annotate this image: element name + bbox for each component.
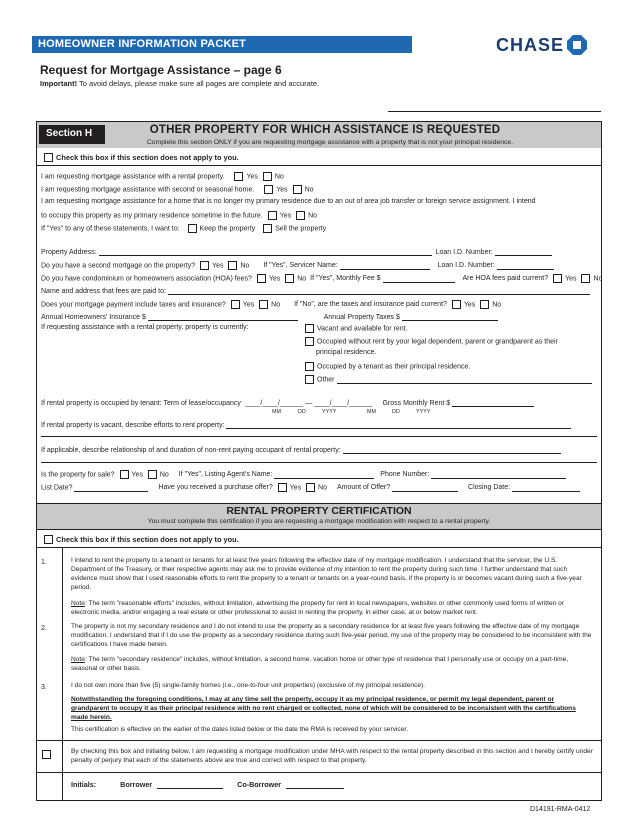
- for-sale-row: [41, 470, 566, 479]
- q-rental-yes-checkbox[interactable]: [234, 172, 243, 181]
- hoa-fee-field[interactable]: [383, 275, 455, 283]
- hoa-current-no-checkbox[interactable]: [581, 274, 590, 283]
- hoa-row: [41, 274, 602, 283]
- relationship-row: [41, 446, 561, 454]
- certify-divider: [37, 740, 601, 741]
- fees-paid-to-label: Name and address that fees are paid to:: [41, 288, 166, 295]
- section-h-title: OTHER PROPERTY FOR WHICH ASSISTANCE IS REQUESTED: [149, 124, 501, 136]
- section-h-label: Section H: [39, 125, 105, 144]
- q-no-longer-primary-yes-checkbox[interactable]: [268, 211, 277, 220]
- q-no-longer-primary-label: to occupy this property as my primary residence sometime in the future.: [41, 212, 263, 220]
- important-note: [40, 79, 319, 88]
- opt-occupied-legal-checkbox[interactable]: [305, 337, 314, 346]
- opt-vacant-label: Vacant and available for rent.: [317, 325, 408, 333]
- rental-cert-not-apply-label: Check this box if this section does not apply to you.: [56, 534, 239, 544]
- property-address-field[interactable]: [99, 248, 432, 256]
- listing-agent-label: If "Yes", Listing Agent's Name:: [178, 471, 273, 479]
- list-date-label: List Date?: [41, 484, 73, 492]
- vacant-efforts-line-2[interactable]: [41, 436, 597, 437]
- effective-text: This certification is effective on the earlier of the dates listed below or the date the RMA is received by your servicer.: [71, 726, 409, 733]
- section-h-not-apply-checkbox[interactable]: [44, 153, 53, 162]
- chase-logo: [496, 35, 587, 55]
- sell-property-checkbox[interactable]: [263, 224, 272, 233]
- opt-other-checkbox[interactable]: [305, 375, 314, 384]
- q-rental-row: [41, 172, 284, 181]
- keep-property-checkbox[interactable]: [188, 224, 197, 233]
- no-label: No: [271, 301, 281, 309]
- annual-insurance-label: Annual Homeowners' Insurance $: [41, 314, 146, 321]
- yes-label: Yes: [276, 186, 288, 194]
- borrower-initials-label: Borrower: [120, 780, 153, 789]
- rental-cert-title: RENTAL PROPERTY CERTIFICATION: [226, 505, 412, 517]
- notwithstanding-text: Notwithstanding the foregoing conditions, I may at any time sell the property, occupy it as my principal residence, or permit my legal dependent, parent or grandparent to occupy it as their principal residence with no rent charged or collected, none of which will be considered to be inconsistent with the certifications made herein.: [71, 696, 576, 721]
- opt-tenant-checkbox[interactable]: [305, 362, 314, 371]
- yes-label: Yes: [242, 301, 255, 309]
- loan-id-label: Loan I.D. Number:: [435, 249, 493, 256]
- q-rental-label: I am requesting mortgage assistance with a rental property.: [41, 173, 225, 181]
- packet-header-bar: HOMEOWNER INFORMATION PACKET: [32, 36, 412, 53]
- lease-end-year: YYYY: [416, 409, 431, 415]
- item-3-text: I do not own more than five (5) single-family homes (i.e., one-to-four unit properties) (exclusive of my principal residence).: [71, 682, 426, 689]
- taxes-insurance-yes-checkbox[interactable]: [231, 300, 240, 309]
- vacant-efforts-label: If rental property is vacant, describe efforts to rent property:: [41, 422, 225, 429]
- yes-label: Yes: [268, 275, 281, 283]
- fees-paid-to-row: [41, 287, 590, 295]
- hoa-fee-label: If "Yes", Monthly Fee $: [310, 275, 381, 283]
- q-second-home-row: [41, 185, 314, 194]
- certify-checkbox-cell: [42, 749, 51, 759]
- hoa-yes-checkbox[interactable]: [257, 274, 266, 283]
- opt-other-field[interactable]: [337, 376, 592, 384]
- taxes-current-yes-checkbox[interactable]: [452, 300, 461, 309]
- section-h-not-apply-row: [37, 149, 601, 166]
- q-no-longer-primary-text: I am requesting mortgage assistance for a home that is no longer my primary residence due to an out of area job transfer or foreign service assignment. I intend: [41, 198, 536, 205]
- lease-term-row: [41, 399, 534, 407]
- loan-id-label: Loan I.D. Number:: [437, 262, 495, 270]
- note-2-text: : The term "secondary residence" includes, without limitation, a second home, vacation home or other type of residence that I personally use or occupy on a part-time, seasonal or other basis.: [71, 656, 569, 672]
- second-mortgage-no-checkbox[interactable]: [228, 261, 237, 270]
- opt-occupied-legal-cont: principal residence.: [316, 349, 377, 356]
- rental-cert-subtitle: You must complete this certification if you are requesting a mortgage modification with respect to a rental property.: [147, 518, 491, 525]
- page-title: Request for Mortgage Assistance – page 6: [40, 63, 282, 77]
- no-label: No: [274, 173, 284, 181]
- no-label: No: [593, 275, 603, 283]
- note-1-text: : The term "reasonable efforts" includes, without limitation, advertising the property for rent in local newspapers, websites or other commonly used forms of written or electronic media, and/or engaging a real estate or other professional to assist in renting the property, in either case, at or below market rent.: [71, 600, 564, 616]
- purchase-offer-yes-checkbox[interactable]: [278, 483, 287, 492]
- lease-end-month: MM: [367, 409, 376, 415]
- second-mortgage-yes-checkbox[interactable]: [200, 261, 209, 270]
- opt-tenant-row: [302, 362, 470, 371]
- property-address-row: [41, 248, 552, 256]
- initials-row: [71, 780, 344, 789]
- taxes-insurance-row: [41, 300, 501, 309]
- for-sale-label: Is the property for sale?: [41, 471, 115, 479]
- note-label: Note: [71, 656, 85, 663]
- yes-label: Yes: [289, 484, 302, 492]
- phone-field[interactable]: [431, 471, 566, 479]
- section-h-not-apply-label: Check this box if this section does not apply to you.: [56, 152, 239, 162]
- closing-date-field[interactable]: [512, 484, 580, 492]
- certify-checkbox[interactable]: [42, 750, 51, 759]
- top-signature-line: [388, 111, 601, 112]
- fees-paid-to-field[interactable]: [168, 287, 590, 295]
- q-intent-label: If "Yes" to any of these statements, I want to:: [41, 225, 180, 233]
- yes-label: Yes: [565, 275, 577, 283]
- closing-date-label: Closing Date:: [468, 484, 511, 492]
- opt-occupied-legal-label: Occupied without rent by your legal dependent, parent or grandparent as their: [317, 338, 558, 346]
- q-no-longer-primary-row: [41, 211, 317, 220]
- lease-end-day: DD: [392, 409, 400, 415]
- yes-label: Yes: [246, 173, 258, 181]
- taxes-insurance-label: Does your mortgage payment include taxes and insurance?: [41, 301, 226, 309]
- lease-start-year: YYYY: [322, 409, 337, 415]
- relationship-line-2[interactable]: [41, 462, 597, 463]
- opt-vacant-checkbox[interactable]: [305, 324, 314, 333]
- important-text: To avoid delays, please make sure all pages are complete and accurate.: [77, 79, 320, 88]
- second-mortgage-label: Do you have a second mortgage on the property?: [41, 262, 196, 270]
- yes-label: Yes: [131, 471, 143, 479]
- important-label: Important!: [40, 79, 78, 88]
- loan-id-field[interactable]: [495, 248, 552, 256]
- lease-dates-field[interactable]: ____/____/______ — ____/____/______: [244, 400, 373, 407]
- keep-property-label: Keep the property: [199, 225, 256, 233]
- opt-tenant-label: Occupied by a tenant as their principal residence.: [317, 363, 471, 371]
- q-no-longer-primary-no-checkbox[interactable]: [296, 211, 305, 220]
- rental-cert-not-apply-checkbox[interactable]: [44, 535, 53, 544]
- item-2-note: [71, 656, 593, 674]
- relationship-field[interactable]: [343, 446, 561, 454]
- note-label: Note: [71, 600, 85, 607]
- sell-property-label: Sell the property: [275, 225, 327, 233]
- insurance-taxes-row: [41, 313, 498, 321]
- no-label: No: [159, 471, 169, 479]
- item-1-text: I intend to rent the property to a tenant or tenants for at least five years following the effective date of my mortgage modification. I understand that the servicer, the U.S. Department of the Treasury, or their respective agents may ask me to provide evidence of my intention to rent the property during such time. I further understand that such evidence must show that I used reasonable efforts to rent the property to a tenant or tenants on a year-round basis, if the property is or becomes vacant during such a five-year period.: [71, 557, 582, 591]
- item-2-text: The property is not my secondary residence and I do not intend to use the property as a secondary residence for at least five years following the effective date of my mortgage modification. I understand that if I do use the property as a secondary residence during such five-year period, my use of the property may be considered to be inconsistent with the certifications I have made herein.: [71, 623, 592, 648]
- yes-label: Yes: [279, 212, 292, 220]
- purchase-offer-label: Have you received a purchase offer?: [158, 484, 273, 492]
- rental-cert-not-apply-row: [37, 531, 601, 548]
- hoa-current-yes-checkbox[interactable]: [553, 274, 562, 283]
- chase-logo-text: CHASE: [496, 34, 565, 55]
- chase-octagon-icon: [567, 35, 587, 55]
- q-second-home-label: I am requesting mortgage assistance with second or seasonal home.: [41, 186, 255, 194]
- item-1-note: [71, 600, 593, 618]
- opt-other-label: Other: [317, 376, 335, 384]
- hoa-current-label: Are HOA fees paid current?: [462, 275, 549, 283]
- no-label: No: [240, 262, 250, 270]
- property-address-label: Property Address:: [41, 249, 97, 256]
- annual-taxes-label: Annual Property Taxes $: [323, 314, 400, 321]
- no-label: No: [304, 186, 314, 194]
- lease-start-day: DD: [298, 409, 306, 415]
- rental-cert-column-divider: [62, 548, 63, 800]
- taxes-current-no-checkbox[interactable]: [480, 300, 489, 309]
- item-number-2: 2.: [41, 625, 47, 632]
- no-label: No: [308, 212, 318, 220]
- no-label: No: [318, 484, 327, 492]
- hoa-label: Do you have condominium or homeowners association (HOA) fees?: [41, 275, 252, 283]
- borrower-initials-field[interactable]: [157, 781, 223, 789]
- co-borrower-initials-field[interactable]: [286, 781, 344, 789]
- amount-offer-field[interactable]: [392, 484, 458, 492]
- purchase-offer-no-checkbox[interactable]: [306, 483, 315, 492]
- for-sale-yes-checkbox[interactable]: [120, 470, 129, 479]
- vacant-efforts-field[interactable]: [226, 421, 571, 429]
- second-mortgage-row: [41, 261, 554, 270]
- lease-term-label: If rental property is occupied by tenant: Term of lease/occupancy: [41, 400, 241, 407]
- initials-divider: [37, 772, 601, 773]
- yes-label: Yes: [463, 301, 476, 309]
- rental-currently-label: If requesting assistance with a rental property, property is currently:: [41, 324, 249, 331]
- gross-rent-label: Gross Monthly Rent $: [382, 400, 451, 407]
- no-label: No: [492, 301, 502, 309]
- listing-agent-field[interactable]: [274, 471, 374, 479]
- q-rental-no-checkbox[interactable]: [263, 172, 272, 181]
- lease-start-month: MM: [272, 409, 281, 415]
- co-borrower-initials-label: Co-Borrower: [237, 780, 282, 789]
- taxes-current-label: If "No", are the taxes and insurance paid current?: [294, 301, 447, 309]
- section-h-subtitle: Complete this section ONLY if you are requesting mortgage assistance with a property that is not your principal residence.: [146, 139, 514, 146]
- opt-other-row: [302, 375, 592, 384]
- servicer-name-field[interactable]: [340, 262, 430, 270]
- q-intent-row: [41, 224, 326, 233]
- list-date-row: [41, 483, 580, 492]
- list-date-field[interactable]: [74, 484, 148, 492]
- q-second-home-no-checkbox[interactable]: [293, 185, 302, 194]
- opt-vacant-row: [302, 324, 408, 333]
- amount-offer-label: Amount of Offer?: [336, 484, 391, 492]
- relationship-label: If applicable, describe relationship of and duration of non-rent paying occupant of rental property:: [41, 447, 341, 454]
- vacant-efforts-row: [41, 421, 571, 429]
- for-sale-no-checkbox[interactable]: [148, 470, 157, 479]
- servicer-loan-id-field[interactable]: [497, 262, 554, 270]
- opt-occupied-legal-row: [302, 337, 558, 346]
- item-number-1: 1.: [41, 559, 47, 566]
- form-code: D14191-RMA-0412: [530, 806, 591, 813]
- q-second-home-yes-checkbox[interactable]: [264, 185, 273, 194]
- annual-taxes-field[interactable]: [402, 313, 498, 321]
- yes-label: Yes: [212, 262, 224, 270]
- taxes-insurance-no-checkbox[interactable]: [259, 300, 268, 309]
- phone-label: Phone Number:: [380, 471, 430, 479]
- annual-insurance-field[interactable]: [148, 313, 298, 321]
- gross-rent-field[interactable]: [452, 399, 534, 407]
- item-number-3: 3.: [41, 684, 47, 691]
- no-label: No: [297, 275, 307, 283]
- hoa-no-checkbox[interactable]: [285, 274, 294, 283]
- servicer-name-label: If "Yes", Servicer Name:: [263, 262, 338, 270]
- initials-label: Initials:: [71, 780, 97, 789]
- certify-text: By checking this box and initialing below, I am requesting a mortgage modification under MHA with respect to the rental property described in this section and I hereby certify under penalty of perjury that each of the statements above are true and correct with respect to that property.: [71, 748, 593, 764]
